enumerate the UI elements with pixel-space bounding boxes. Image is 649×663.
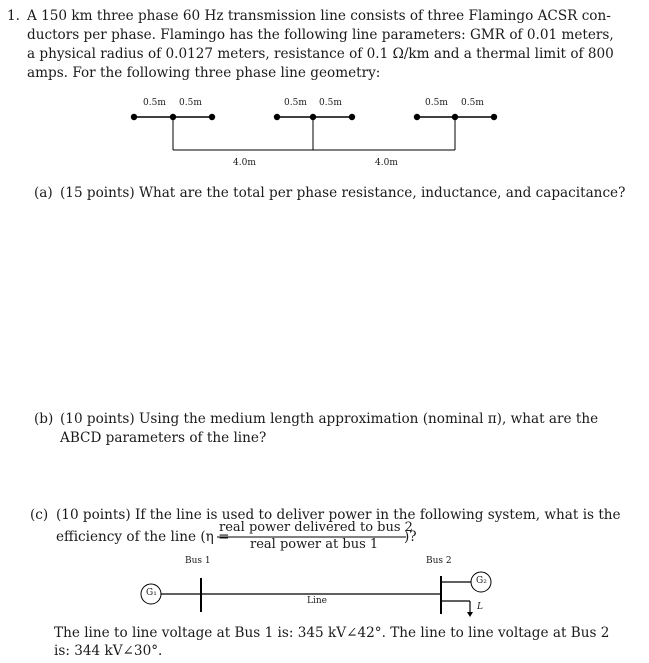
efficiency-denominator: real power at bus 1	[250, 537, 379, 552]
spacing-label: 0.5m	[284, 98, 307, 108]
generator-2-label: G₂	[476, 576, 487, 586]
part-b-line-1: (10 points) Using the medium length approximation (nominal π), what are the	[60, 411, 599, 427]
part-b-line-2: ABCD parameters of the line?	[60, 430, 267, 446]
problem-number: 1.	[7, 8, 20, 24]
distance-label: 4.0m	[233, 158, 256, 168]
spacing-label: 0.5m	[425, 98, 448, 108]
voltage-line-2: is: 344 kV∠30°.	[54, 643, 163, 659]
efficiency-numerator: real power delivered to bus 2	[219, 520, 413, 535]
part-a-text: (15 points) What are the total per phase resistance, inductance, and capacitance?	[60, 185, 626, 201]
load-label: L	[477, 602, 483, 612]
bus-1-label: Bus 1	[185, 556, 211, 566]
part-c-label: (c)	[30, 507, 49, 523]
spacing-label: 0.5m	[319, 98, 342, 108]
part-c-line-2-suffix: )?	[404, 529, 417, 545]
problem-line-3: a physical radius of 0.0127 meters, resistance of 0.1 Ω/km and a thermal limit of 800	[27, 46, 614, 62]
problem-line-1: A 150 km three phase 60 Hz transmission line consists of three Flamingo ACSR con-	[27, 8, 611, 24]
distance-label: 4.0m	[375, 158, 398, 168]
part-c-line-2-prefix: efficiency of the line (η =	[56, 529, 230, 545]
spacing-label: 0.5m	[461, 98, 484, 108]
generator-1-label: G₁	[146, 588, 157, 598]
voltage-line-1: The line to line voltage at Bus 1 is: 345 kV∠42°. The line to line voltage at Bus 2	[54, 625, 610, 641]
part-a-label: (a)	[34, 185, 53, 201]
spacing-label: 0.5m	[179, 98, 202, 108]
part-b-label: (b)	[34, 411, 54, 427]
line-label: Line	[307, 596, 327, 606]
load-arrow-icon	[467, 612, 473, 617]
spacing-label: 0.5m	[143, 98, 166, 108]
problem-line-2: ductors per phase. Flamingo has the following line parameters: GMR of 0.01 meters,	[27, 27, 614, 43]
problem-line-4: amps. For the following three phase line geometry:	[27, 65, 381, 81]
part-c-line-1: (10 points) If the line is used to deliver power in the following system, what is the	[56, 507, 621, 523]
bus-2-label: Bus 2	[426, 556, 452, 566]
